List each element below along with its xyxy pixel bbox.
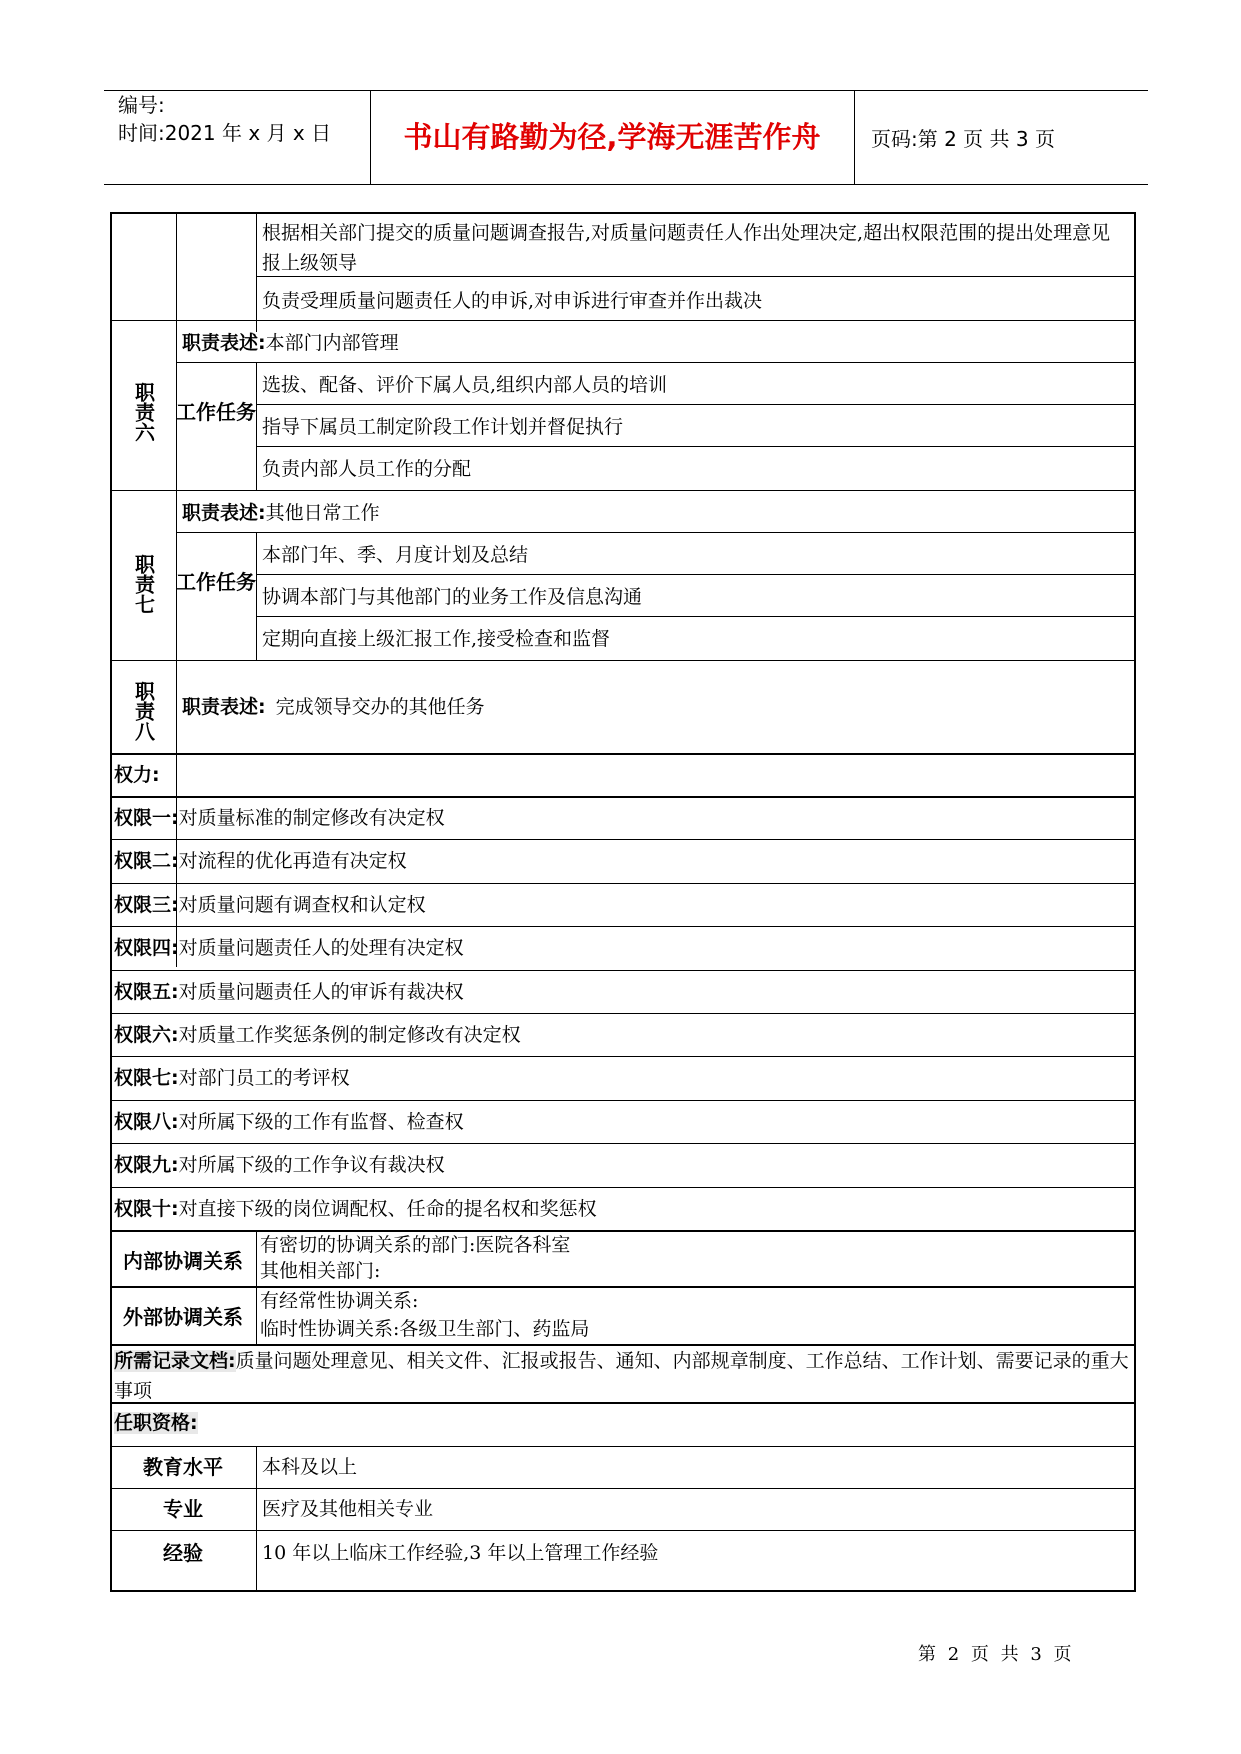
external-label: 外部协调关系 <box>123 1305 243 1329</box>
page-footer: 第 2 页 共 3 页 <box>918 1644 1072 1665</box>
duty6-task: 指导下属员工制定阶段工作计划并督促执行 <box>262 416 624 438</box>
row-divider <box>110 796 1136 798</box>
row-divider <box>110 1402 1136 1404</box>
desc-label: 职责表述: <box>182 696 266 718</box>
records-label: 所需记录文档: <box>114 1350 236 1372</box>
external-line: 有经常性协调关系: <box>260 1290 419 1312</box>
power-item-label: 权限九: <box>114 1154 179 1177</box>
power-item <box>114 846 407 876</box>
row-divider <box>110 1100 1136 1101</box>
power-item <box>114 1063 350 1093</box>
row-divider <box>256 404 1134 405</box>
power-item-text: 对质量问题有调查权和认定权 <box>178 893 426 916</box>
row-divider <box>110 883 1136 884</box>
power-item-label: 权限五: <box>114 980 179 1003</box>
desc-label: 职责表述: <box>182 332 266 354</box>
col-divider <box>256 1446 257 1592</box>
experience-value: 10 年以上临床工作经验,3 年以上管理工作经验 <box>262 1542 659 1564</box>
power-item-label: 权限十: <box>114 1197 179 1220</box>
power-item <box>114 933 464 963</box>
time-label: 时间:2021 年 x 月 x 日 <box>118 121 332 145</box>
power-item-text: 对质量工作奖惩条例的制定修改有决定权 <box>178 1024 521 1046</box>
experience-label: 经验 <box>163 1541 203 1565</box>
duty6-task: 负责内部人员工作的分配 <box>262 458 472 480</box>
power-item-text: 对质量标准的制定修改有决定权 <box>178 807 445 829</box>
row-divider <box>110 1530 1136 1531</box>
internal-line: 其他相关部门: <box>260 1260 381 1282</box>
row-divider <box>110 839 1136 840</box>
power-item <box>114 803 445 833</box>
duty7-description <box>182 498 380 528</box>
duty7-heading: 职责七 <box>131 554 156 614</box>
row-divider <box>110 1488 1136 1489</box>
education-label: 教育水平 <box>143 1455 223 1479</box>
power-item-text: 对所属下级的工作有监督、检查权 <box>178 1110 464 1133</box>
education-value: 本科及以上 <box>262 1456 358 1478</box>
table-border <box>110 1590 1136 1592</box>
page-indicator: 页码:第 2 页 共 3 页 <box>871 127 1055 151</box>
internal-label: 内部协调关系 <box>123 1249 243 1273</box>
row-divider <box>110 490 1136 491</box>
row-divider <box>110 1056 1136 1057</box>
duty6-task-label: 工作任务 <box>176 400 256 424</box>
col-divider <box>256 362 257 490</box>
qualification-title: 任职资格: <box>114 1412 198 1434</box>
number-label: 编号: <box>118 93 165 117</box>
row-divider <box>256 446 1134 447</box>
duty6-heading: 职责六 <box>131 382 156 442</box>
power-item-label: 权限八: <box>114 1110 179 1133</box>
duty7-task: 本部门年、季、月度计划及总结 <box>262 544 529 566</box>
duty5-task: 根据相关部门提交的质量问题调查报告,对质量问题责任人作出处理决定,超出权限范围的提出处理意见报上级领导 <box>262 222 1111 274</box>
power-item-text: 对流程的优化再造有决定权 <box>178 850 407 873</box>
row-divider <box>110 970 1136 971</box>
desc-text: 本部门内部管理 <box>265 332 399 354</box>
duty6-description <box>182 328 399 358</box>
header-divider <box>854 91 855 184</box>
motto: 书山有路勤为径,学海无涯苦作舟 <box>403 120 821 154</box>
document-header <box>104 90 1148 185</box>
col-divider <box>256 212 257 332</box>
duty5-task: 负责受理质量问题责任人的申诉,对申诉进行审查并作出裁决 <box>262 290 763 312</box>
internal-line: 有密切的协调关系的部门:医院各科室 <box>260 1234 571 1256</box>
power-item <box>114 1020 521 1050</box>
header-meta <box>118 91 331 147</box>
power-item-text: 对直接下级的岗位调配权、任命的提名权和奖惩权 <box>178 1197 597 1220</box>
power-item-label: 权限一: <box>114 807 179 829</box>
duty8-heading: 职责八 <box>131 681 156 741</box>
desc-text: 其他日常工作 <box>265 502 380 524</box>
records-row <box>114 1346 1132 1406</box>
major-label: 专业 <box>163 1497 203 1521</box>
row-divider <box>176 362 1136 363</box>
power-item-text: 对所属下级的工作争议有裁决权 <box>178 1154 445 1177</box>
power-item-label: 权限三: <box>114 893 179 916</box>
desc-label: 职责表述: <box>182 502 266 524</box>
duty7-task: 定期向直接上级汇报工作,接受检查和监督 <box>262 628 611 650</box>
power-item <box>114 977 464 1007</box>
row-divider <box>110 1446 1136 1447</box>
duty6-task: 选拔、配备、评价下属人员,组织内部人员的培训 <box>262 374 668 396</box>
major-value: 医疗及其他相关专业 <box>262 1498 434 1520</box>
row-divider <box>110 1143 1136 1144</box>
power-title: 权力: <box>114 764 160 786</box>
row-divider <box>110 1187 1136 1188</box>
row-divider <box>256 276 1134 277</box>
col-divider <box>256 532 257 660</box>
power-item-text: 对质量问题责任人的处理有决定权 <box>178 937 464 960</box>
power-item-label: 权限六: <box>114 1024 179 1046</box>
table-border <box>1134 212 1136 1592</box>
power-item <box>114 1194 597 1224</box>
row-divider <box>110 926 1136 927</box>
power-item-label: 权限二: <box>114 850 179 873</box>
power-item-text: 对质量问题责任人的审诉有裁决权 <box>178 980 464 1003</box>
duty8-description <box>182 692 485 722</box>
row-divider <box>176 532 1136 533</box>
row-divider <box>110 753 1136 755</box>
power-item <box>114 890 426 920</box>
row-divider <box>110 1013 1136 1014</box>
duty7-task: 协调本部门与其他部门的业务工作及信息沟通 <box>262 586 643 608</box>
records-text: 质量问题处理意见、相关文件、汇报或报告、通知、内部规章制度、工作总结、工作计划、需要记录的重大事项 <box>114 1350 1129 1402</box>
power-item <box>114 1150 445 1180</box>
external-line: 临时性协调关系:各级卫生部门、药监局 <box>260 1318 590 1340</box>
row-divider <box>110 320 1136 321</box>
power-item-text: 对部门员工的考评权 <box>178 1067 350 1090</box>
duty7-task-label: 工作任务 <box>176 570 256 594</box>
power-item-label: 权限四: <box>114 937 179 960</box>
desc-text: 完成领导交办的其他任务 <box>275 696 485 718</box>
row-divider <box>256 574 1134 575</box>
row-divider <box>110 660 1136 661</box>
power-item <box>114 1107 464 1137</box>
table-border <box>110 212 1136 214</box>
power-item-label: 权限七: <box>114 1067 179 1090</box>
row-divider <box>256 616 1134 617</box>
